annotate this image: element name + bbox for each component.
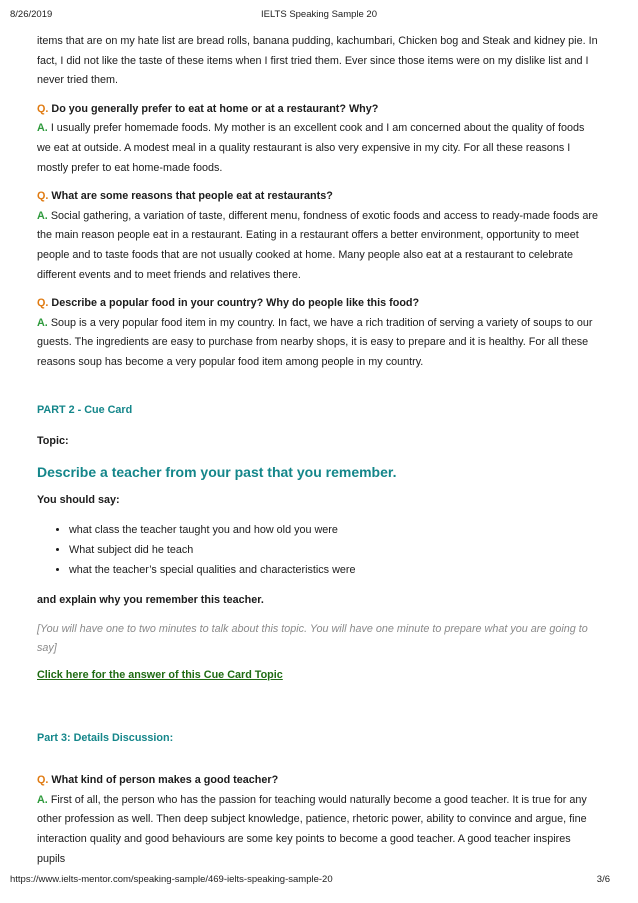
list-item: • What subject did he teach xyxy=(69,540,600,560)
question-text: What are some reasons that people eat at restaurants? xyxy=(51,190,333,203)
topic-label: Topic: xyxy=(37,435,69,448)
q-label: Q. xyxy=(37,102,49,115)
answer-text: I usually prefer homemade foods. My mother is an excellent cook and I am concerned about the quality of foods we eat at outside. A modest meal in a quality restaurant is also very expensive in my city. For all these reasons I mostly prefer to eat home-made foods. xyxy=(37,122,585,174)
question-text: What kind of person makes a good teacher? xyxy=(51,774,279,787)
page-header xyxy=(0,9,638,23)
answer-text: Soup is a very popular food item in my country. In fact, we have a rich tradition of serving a variety of soups to our guests. The ingredients are easy to purchase from nearby shops, it is easy to prepare and it is healthy. For all these reasons soup has become a very popular food item among people in my country. xyxy=(37,316,593,368)
explain-line: and explain why you remember this teacher. xyxy=(37,594,264,607)
cue-card-topic: Describe a teacher from your past that you remember. xyxy=(37,463,397,480)
question-text: Do you generally prefer to eat at home or at a restaurant? Why? xyxy=(51,102,379,115)
question-text: Describe a popular food in your country? Why do people like this food? xyxy=(51,297,420,310)
question xyxy=(37,100,600,120)
qa-block xyxy=(37,100,600,178)
a-label: A. xyxy=(37,316,48,329)
answer xyxy=(37,314,600,373)
question xyxy=(37,187,600,207)
a-label: A. xyxy=(37,209,48,222)
part3-title: Part 3: Details Discussion: xyxy=(37,731,174,744)
intro-paragraph: items that are on my hate list are bread rolls, banana pudding, kachumbari, Chicken bog and Steak and kidney pie. In fact, I did not like the taste of these items when I first tried them. Ever since those items were on my dislike list and I never tried them. xyxy=(37,35,598,87)
q-label: Q. xyxy=(37,297,49,310)
print-date: 8/26/2019 xyxy=(10,9,53,20)
question xyxy=(37,771,600,791)
page-number: 3/6 xyxy=(596,874,610,885)
q-label: Q. xyxy=(37,774,49,787)
cue-card-answer-link[interactable]: Click here for the answer of this Cue Card Topic xyxy=(37,669,283,682)
qa-block xyxy=(37,294,600,372)
document-title: IELTS Speaking Sample 20 xyxy=(260,9,377,20)
source-url: https://www.ielts-mentor.com/speaking-sample/469-ielts-speaking-sample-20 xyxy=(10,874,333,885)
answer-text: Social gathering, a variation of taste, different menu, fondness of exotic foods and access to ready-made foods are the main reason people eat in a restaurant. Eating in a restaurant offers a better environment, opportunity to meet people and to taste foods that are not usually cooked at home. Many people also eat at a restaurant to celebrate different events and to meet friends and relatives there. xyxy=(37,209,598,281)
list-item: • what the teacher’s special qualities and characteristics were xyxy=(69,560,600,580)
q-label: Q. xyxy=(37,190,49,203)
timing-note: [You will have one to two minutes to talk about this topic. You will have one minute to prepare what you are going to say] xyxy=(37,622,588,655)
list-item: • what class the teacher taught you and how old you were xyxy=(69,520,600,540)
qa-block xyxy=(37,771,600,869)
qa-block xyxy=(37,187,600,285)
answer xyxy=(37,791,600,869)
should-say-label: You should say: xyxy=(37,493,120,506)
article-body xyxy=(37,32,600,869)
answer xyxy=(37,207,600,285)
question xyxy=(37,294,600,314)
part2-title: PART 2 - Cue Card xyxy=(37,403,133,416)
cue-card-points xyxy=(37,520,600,580)
answer-text: First of all, the person who has the passion for teaching would naturally become a good teacher. It is true for any other profession as well. Then deep subject knowledge, patience, rhetoric power, ability to convince and argue, fine interaction quality and good behaviours are some key points to become a good teacher. A good teacher inspires pupils xyxy=(37,793,587,865)
answer xyxy=(37,119,600,178)
page-footer xyxy=(0,874,638,888)
a-label: A. xyxy=(37,793,48,806)
a-label: A. xyxy=(37,122,48,135)
